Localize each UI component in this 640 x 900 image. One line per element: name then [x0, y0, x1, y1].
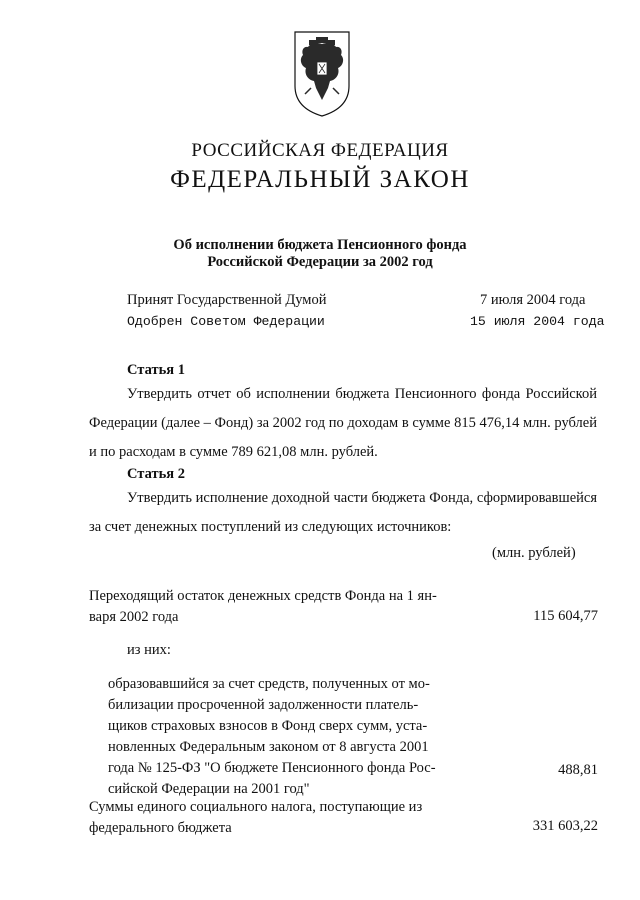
- law-title-line-2: Российской Федерации за 2002 год: [207, 254, 433, 270]
- carryover-line-2: варя 2002 года: [89, 609, 179, 625]
- article-1-text: Утвердить отчет об исполнении бюджета Пенсионного фонда Российской Федерации (далее – Фонд) за 2002 год по доходам в сумме 815 476,14 млн. рублей и по расходам в сумме 789 621,08 млн. рублей.: [89, 386, 597, 460]
- article-1-heading: Статья 1: [127, 362, 185, 378]
- article-2-text: Утвердить исполнение доходной части бюджета Фонда, сформировавшейся за счет денежных поступлений из следующих источников:: [89, 490, 597, 535]
- table-row-mobilized: [108, 674, 467, 800]
- council-approval-date: 15 июля 2004 года: [470, 314, 605, 329]
- article-1-body: [89, 380, 597, 467]
- duma-adoption-label: Принят Государственной Думой: [127, 292, 327, 308]
- coat-of-arms-icon: [289, 28, 355, 118]
- mobilized-value: 488,81: [558, 762, 598, 778]
- mobilized-line-3: щиков страховых взносов в Фонд сверх сумм, уста-: [108, 718, 428, 734]
- article-2-heading: Статья 2: [127, 466, 185, 482]
- mobilized-line-1: образовавшийся за счет средств, полученных от мо-: [108, 676, 430, 692]
- of-which-label: из них:: [127, 642, 171, 658]
- carryover-value: 115 604,77: [533, 608, 598, 624]
- social-tax-line-2: федерального бюджета: [89, 820, 232, 836]
- mobilized-line-4: новленных Федеральным законом от 8 августа 2001: [108, 739, 429, 755]
- article-2-body: [89, 484, 597, 542]
- duma-adoption-date: 7 июля 2004 года: [480, 292, 586, 308]
- council-approval-label: Одобрен Советом Федерации: [127, 314, 325, 329]
- unit-label: (млн. рублей): [492, 545, 576, 561]
- mobilized-line-5: года № 125-ФЗ "О бюджете Пенсионного фонда Рос-: [108, 760, 436, 776]
- law-title-line-1: Об исполнении бюджета Пенсионного фонда: [173, 237, 467, 253]
- law-title: [0, 237, 640, 271]
- social-tax-line-1: Суммы единого социального налога, поступающие из: [89, 799, 423, 815]
- country-heading: РОССИЙСКАЯ ФЕДЕРАЦИЯ: [191, 140, 449, 161]
- carryover-line-1: Переходящий остаток денежных средств Фонда на 1 ян-: [89, 588, 437, 604]
- mobilized-line-6: сийской Федерации на 2001 год": [108, 781, 310, 797]
- table-row-carryover: [89, 586, 467, 628]
- document-type-heading: ФЕДЕРАЛЬНЫЙ ЗАКОН: [170, 166, 470, 193]
- social-tax-value: 331 603,22: [532, 818, 598, 834]
- mobilized-line-2: билизации просроченной задолженности платель-: [108, 697, 419, 713]
- table-row-social-tax: [89, 797, 467, 839]
